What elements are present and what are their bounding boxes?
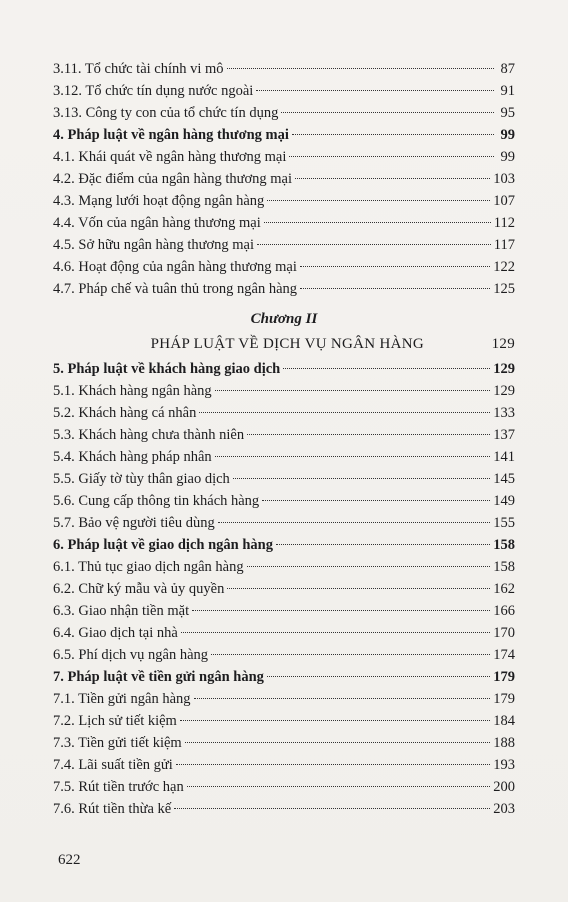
toc-entry-label: 5.3. Khách hàng chưa thành niên	[53, 427, 245, 443]
toc-entry-page: 117	[493, 237, 515, 253]
toc-entry	[53, 212, 515, 234]
dot-leader	[300, 288, 490, 289]
toc-entry-label: 7.6. Rút tiền thừa kế	[53, 801, 172, 817]
table-of-contents	[53, 58, 515, 820]
toc-entry	[53, 424, 515, 446]
toc-entry	[53, 490, 515, 512]
toc-entry-label: 3.13. Công ty con của tổ chức tín dụng	[53, 105, 279, 121]
toc-entry-page: 137	[493, 427, 515, 443]
toc-entry-page: 91	[500, 83, 515, 99]
toc-entry-page: 103	[493, 171, 515, 187]
toc-entry-label: 7.4. Lãi suất tiền gửi	[53, 757, 173, 773]
dot-leader	[211, 654, 490, 655]
dot-leader	[233, 478, 490, 479]
toc-entry-page: 149	[493, 493, 515, 509]
toc-entry-page: 166	[493, 603, 515, 619]
toc-entry-label: 5.5. Giấy tờ tùy thân giao dịch	[53, 471, 230, 487]
toc-entry	[53, 102, 515, 124]
toc-entry-page: 203	[493, 801, 515, 817]
toc-entry-page: 122	[493, 259, 515, 275]
toc-entry-page: 95	[500, 105, 515, 121]
toc-entry	[53, 80, 515, 102]
toc-entry-page: 184	[493, 713, 515, 729]
toc-entry-page: 170	[493, 625, 515, 641]
dot-leader	[292, 134, 494, 135]
dot-leader	[276, 544, 490, 545]
dot-leader	[215, 456, 491, 457]
chapter-heading: Chương II	[250, 311, 318, 327]
toc-entry-page: 162	[493, 581, 515, 597]
toc-entry-page: 125	[493, 281, 515, 297]
toc-entry-label: 6.4. Giao dịch tại nhà	[53, 625, 178, 641]
toc-entry-label: 4.3. Mạng lưới hoạt động ngân hàng	[53, 193, 265, 209]
dot-leader	[264, 222, 491, 223]
chapter-title-row	[53, 332, 515, 356]
dot-leader	[218, 522, 491, 523]
toc-entry-page: 133	[493, 405, 515, 421]
toc-entry-page: 99	[500, 127, 515, 143]
dot-leader	[300, 266, 490, 267]
dot-leader	[174, 808, 490, 809]
toc-entry-page: 158	[493, 559, 515, 575]
toc-entry-label: 7. Pháp luật về tiền gửi ngân hàng	[53, 669, 264, 685]
toc-entry-label: 7.3. Tiền gửi tiết kiệm	[53, 735, 182, 751]
toc-entry	[53, 380, 515, 402]
toc-entry	[53, 600, 515, 622]
toc-entry-page: 179	[493, 691, 515, 707]
toc-entry	[53, 732, 515, 754]
toc-entry-label: 4.5. Sở hữu ngân hàng thương mại	[53, 237, 255, 253]
toc-entry-page: 87	[500, 61, 515, 77]
dot-leader	[185, 742, 491, 743]
toc-entry-label: 4. Pháp luật về ngân hàng thương mại	[53, 127, 289, 143]
toc-entry-label: 6. Pháp luật về giao dịch ngân hàng	[53, 537, 273, 553]
toc-entry	[53, 256, 515, 278]
toc-entry	[53, 402, 515, 424]
dot-leader	[194, 698, 491, 699]
dot-leader	[180, 720, 490, 721]
toc-entry-label: 5.7. Bảo vệ người tiêu dùng	[53, 515, 215, 531]
toc-entry	[53, 556, 515, 578]
toc-entry-label: 4.7. Pháp chế và tuân thủ trong ngân hàng	[53, 281, 298, 297]
toc-entry-label: 4.1. Khái quát về ngân hàng thương mại	[53, 149, 287, 165]
toc-entry-page: 129	[493, 383, 515, 399]
toc-entry-page: 155	[493, 515, 515, 531]
dot-leader	[199, 412, 490, 413]
toc-section-bottom	[53, 358, 515, 820]
toc-entry	[53, 446, 515, 468]
toc-entry-label: 6.3. Giao nhận tiền mặt	[53, 603, 190, 619]
toc-entry-page: 193	[493, 757, 515, 773]
toc-entry	[53, 578, 515, 600]
toc-entry-label: 4.6. Hoạt động của ngân hàng thương mại	[53, 259, 297, 275]
dot-leader	[227, 68, 494, 69]
toc-entry-label: 6.1. Thủ tục giao dịch ngân hàng	[53, 559, 244, 575]
dot-leader	[181, 632, 490, 633]
toc-section-entry	[53, 124, 515, 146]
toc-entry	[53, 798, 515, 820]
toc-entry-label: 3.11. Tổ chức tài chính vi mô	[53, 61, 224, 77]
toc-entry-page: 107	[493, 193, 515, 209]
toc-entry	[53, 468, 515, 490]
dot-leader	[262, 500, 490, 501]
page-number: 622	[58, 852, 81, 868]
toc-entry-page: 158	[493, 537, 515, 553]
dot-leader	[227, 588, 490, 589]
toc-entry	[53, 278, 515, 300]
toc-entry	[53, 688, 515, 710]
toc-entry	[53, 168, 515, 190]
toc-entry-label: 7.5. Rút tiền trước hạn	[53, 779, 184, 795]
toc-entry	[53, 644, 515, 666]
toc-entry-page: 188	[493, 735, 515, 751]
dot-leader	[283, 368, 490, 369]
dot-leader	[187, 786, 491, 787]
toc-entry	[53, 58, 515, 80]
toc-entry-label: 5.6. Cung cấp thông tin khách hàng	[53, 493, 260, 509]
toc-entry	[53, 190, 515, 212]
toc-entry	[53, 622, 515, 644]
toc-section-entry	[53, 534, 515, 556]
toc-entry-page: 145	[493, 471, 515, 487]
toc-entry-label: 6.2. Chữ ký mẫu và ủy quyền	[53, 581, 225, 597]
toc-entry-page: 179	[493, 669, 515, 685]
dot-leader	[257, 244, 491, 245]
toc-entry	[53, 710, 515, 732]
dot-leader	[289, 156, 494, 157]
toc-entry-page: 200	[493, 779, 515, 795]
dot-leader	[215, 390, 491, 391]
toc-entry	[53, 146, 515, 168]
toc-entry-label: 5.1. Khách hàng ngân hàng	[53, 383, 212, 399]
toc-entry-page: 141	[493, 449, 515, 465]
dot-leader	[247, 434, 490, 435]
dot-leader	[176, 764, 490, 765]
dot-leader	[247, 566, 491, 567]
toc-entry-label: 3.12. Tổ chức tín dụng nước ngoài	[53, 83, 254, 99]
toc-entry-label: 6.5. Phí dịch vụ ngân hàng	[53, 647, 209, 663]
dot-leader	[267, 200, 490, 201]
chapter-title: PHÁP LUẬT VỀ DỊCH VỤ NGÂN HÀNG	[150, 336, 425, 352]
dot-leader	[267, 676, 490, 677]
toc-entry-page: 129	[493, 361, 515, 377]
toc-entry-label: 5.2. Khách hàng cá nhân	[53, 405, 197, 421]
toc-entry-label: 4.4. Vốn của ngân hàng thương mại	[53, 215, 261, 231]
toc-entry	[53, 512, 515, 534]
toc-section-entry	[53, 666, 515, 688]
toc-entry-page: 112	[493, 215, 515, 231]
toc-entry-label: 4.2. Đặc điểm của ngân hàng thương mại	[53, 171, 293, 187]
dot-leader	[256, 90, 494, 91]
toc-section-entry	[53, 358, 515, 380]
toc-entry-page: 99	[500, 149, 515, 165]
toc-entry-label: 5. Pháp luật về khách hàng giao dịch	[53, 361, 281, 377]
toc-entry-label: 5.4. Khách hàng pháp nhân	[53, 449, 212, 465]
toc-entry	[53, 776, 515, 798]
toc-entry-label: 7.2. Lịch sử tiết kiệm	[53, 713, 177, 729]
toc-entry-label: 7.1. Tiền gửi ngân hàng	[53, 691, 191, 707]
toc-entry	[53, 754, 515, 776]
chapter-page-number: 129	[491, 336, 515, 352]
toc-section-top	[53, 58, 515, 300]
dot-leader	[295, 178, 490, 179]
dot-leader	[192, 610, 490, 611]
toc-entry-page: 174	[493, 647, 515, 663]
toc-entry	[53, 234, 515, 256]
dot-leader	[281, 112, 494, 113]
